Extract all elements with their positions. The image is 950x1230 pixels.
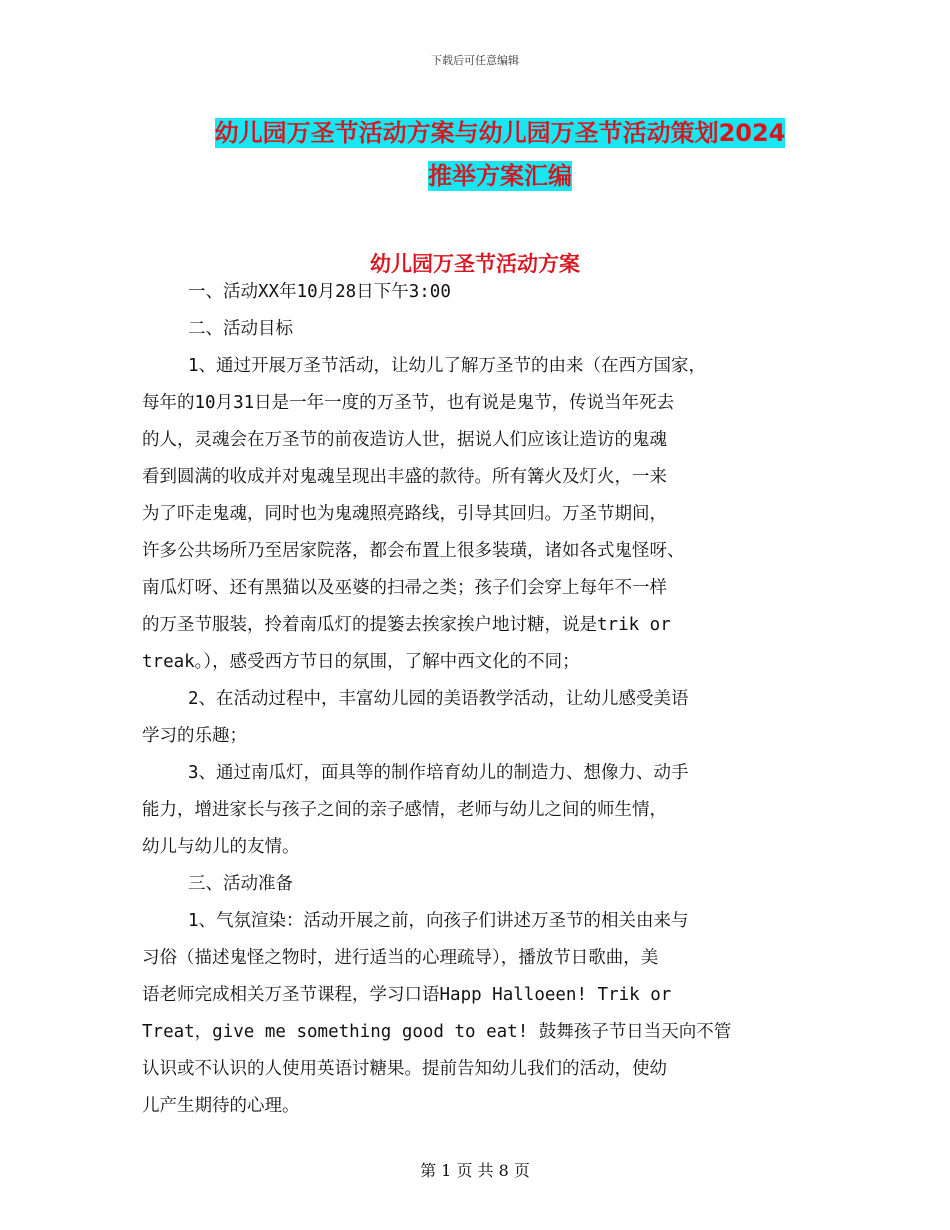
body-line: 语老师完成相关万圣节课程，学习口语Happ Halloeen! Trik or <box>142 985 672 1005</box>
body-line: 每年的10月31日是一年一度的万圣节，也有说是鬼节，传说当年死去 <box>142 393 675 413</box>
body-line: 许多公共场所乃至居家院落，都会布置上很多装璜，诸如各式鬼怪呀、 <box>142 541 685 561</box>
page-footer: 第 1 页 共 8 页 <box>420 1161 530 1180</box>
body-line: 二、活动目标 <box>188 319 293 339</box>
header-note: 下载后可任意编辑 <box>431 54 519 67</box>
document-title <box>140 112 860 198</box>
body-line: 学习的乐趣； <box>142 726 247 746</box>
body-line: 幼儿与幼儿的友情。 <box>142 837 300 857</box>
body-line: 看到圆满的收成并对鬼魂呈现出丰盛的款待。所有篝火及灯火，一来 <box>142 467 667 487</box>
title-line-2: 推举方案汇编 <box>428 162 572 190</box>
body-line: Treat，give me something good to eat! 鼓舞孩子节日当天向不管 <box>142 1022 732 1042</box>
body-line: 的万圣节服装，拎着南瓜灯的提篓去挨家挨户地讨糖，说是trik or <box>142 615 671 635</box>
body-line: 习俗（描述鬼怪之物时，进行适当的心理疏导），播放节日歌曲，美 <box>142 948 659 968</box>
body-line: 南瓜灯呀、还有黑猫以及巫婆的扫帚之类；孩子们会穿上每年不一样 <box>142 578 667 598</box>
section-title: 幼儿园万圣节活动方案 <box>370 252 580 276</box>
body-line: 1、通过开展万圣节活动，让幼儿了解万圣节的由来（在西方国家， <box>188 356 707 376</box>
body-line: 能力，增进家长与孩子之间的亲子感情，老师与幼儿之间的师生情， <box>142 800 667 820</box>
body-line: 为了吓走鬼魂，同时也为鬼魂照亮路线，引导其回归。万圣节期间， <box>142 504 667 524</box>
title-line-1: 幼儿园万圣节活动方案与幼儿园万圣节活动策划2024 <box>214 119 786 147</box>
body-line: treak。），感受西方节日的氛围，了解中西文化的不同； <box>142 652 580 672</box>
body-line: 3、通过南瓜灯，面具等的制作培育幼儿的制造力、想像力、动手 <box>188 763 689 783</box>
body-line: 儿产生期待的心理。 <box>142 1096 300 1116</box>
document-body <box>142 274 822 1125</box>
body-line: 三、活动准备 <box>188 874 293 894</box>
body-line: 的人，灵魂会在万圣节的前夜造访人世，据说人们应该让造访的鬼魂 <box>142 430 667 450</box>
body-line: 2、在活动过程中，丰富幼儿园的美语教学活动，让幼儿感受美语 <box>188 689 689 709</box>
body-line: 认识或不认识的人使用英语讨糖果。提前告知幼儿我们的活动，使幼 <box>142 1059 667 1079</box>
body-line: 1、气氛渲染：活动开展之前，向孩子们讲述万圣节的相关由来与 <box>188 911 689 931</box>
body-line: 一、活动XX年10月28日下午3:00 <box>188 282 451 302</box>
